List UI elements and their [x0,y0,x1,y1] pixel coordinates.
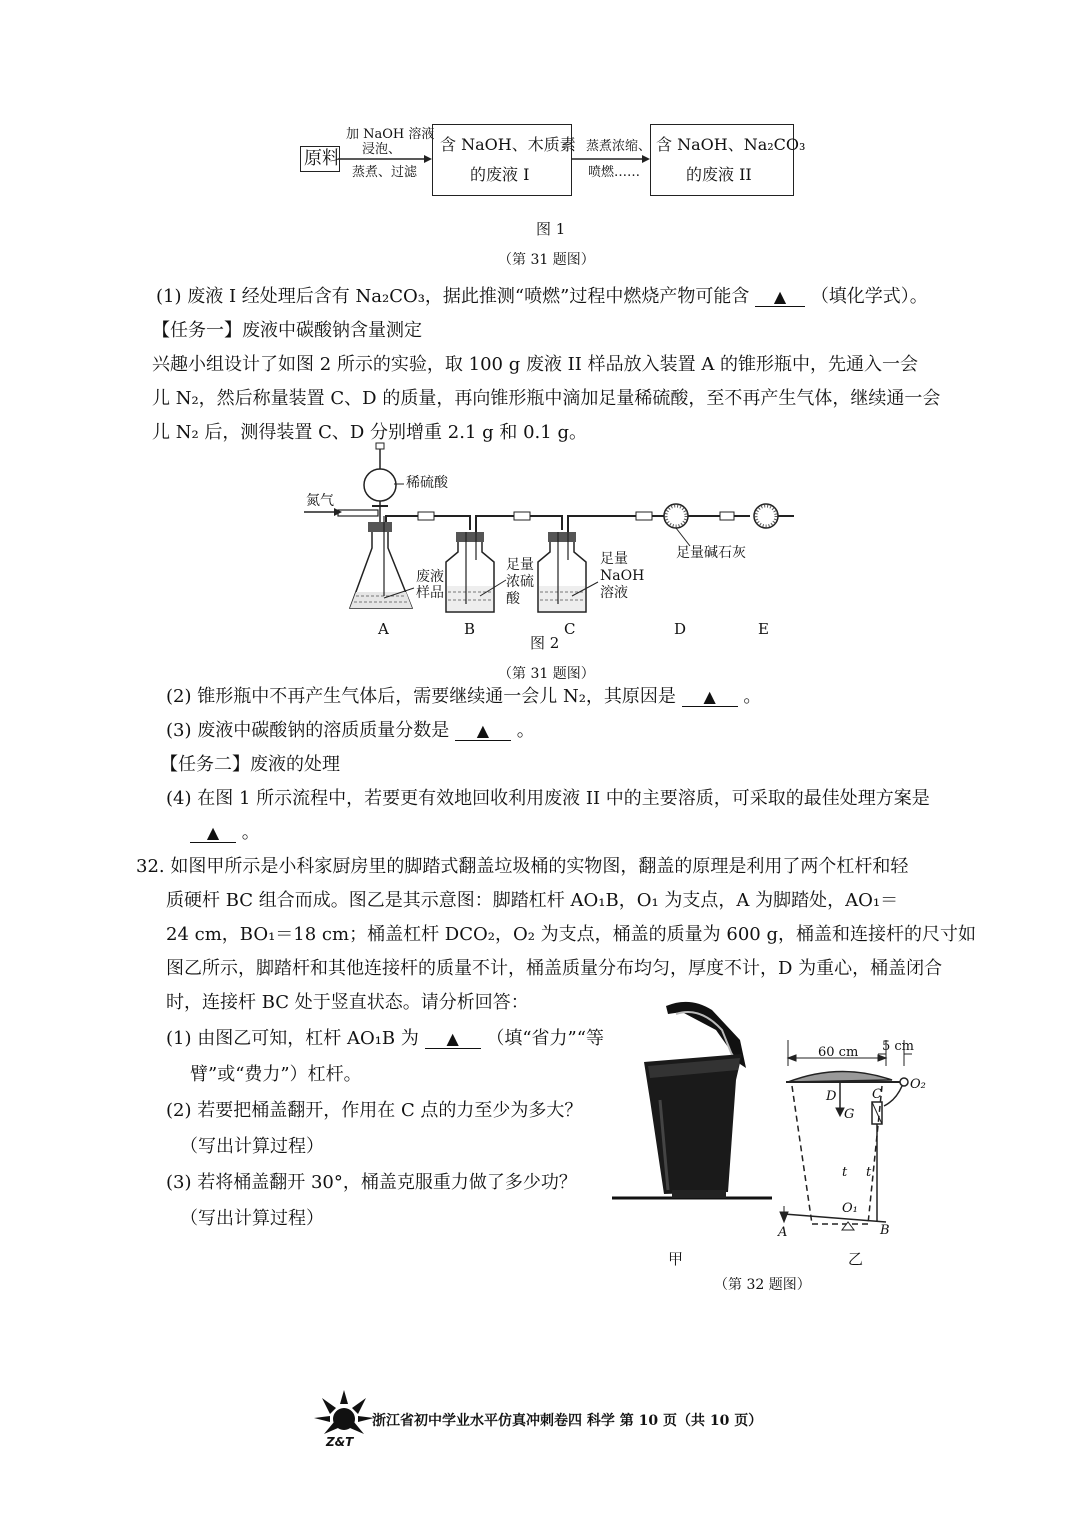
apparatus-label-a: A [378,620,389,638]
q31-part2-tail: 。 [743,686,762,707]
label-t2: t [866,1165,872,1180]
conc-acid-label-2: 浓硫 [506,574,534,590]
task1-heading: 【任务一】废液中碳酸钠含量测定 [152,320,422,341]
q31-intro-line3: 儿 N₂ 后，测得装置 C、D 分别增重 2.1 g 和 0.1 g。 [152,422,587,443]
answer-triangle: ▲ [773,287,787,306]
naoh-label-3: 溶液 [600,585,628,601]
apparatus-label-d: D [674,620,687,638]
label-o1: O₁ [842,1201,858,1216]
q32-line5: 时，连接杆 BC 处于竖直状态。请分析回答： [166,992,529,1013]
figure-2-caption: 图 2 [530,634,560,652]
q31-part1-tail: （填化学式）。 [810,286,928,307]
label-a: A [778,1225,788,1240]
q32-sub2-line2: （写出计算过程） [180,1136,324,1157]
logo-text: Z&T [326,1435,354,1448]
arrow1-bottom-label: 蒸煮、过滤 [352,165,418,180]
q32-line1: 32. 如图甲所示是小科家厨房里的脚踏式翻盖垃圾桶的实物图，翻盖的原理是利用了两个杠杆和轻 [136,856,909,877]
arrow1-top-label-b: 浸泡、 [362,142,402,157]
arrow1-top-label-a: 加 NaOH 溶液 [346,127,435,142]
box2-line1: 含 NaOH、Na₂CO₃ [656,135,806,154]
label-b: B [880,1223,890,1238]
answer-triangle: ▲ [703,687,716,706]
box1-line1: 含 NaOH、木质素 [440,135,576,154]
arrow2-bottom-label: 喷燃…… [588,165,641,180]
q32-sub1-tail: （填“省力”“等 [486,1028,604,1049]
q31-part4-tail: 。 [241,822,260,843]
dim-60cm: 60 cm [818,1045,859,1060]
box1-line2: 的废液 I [470,165,530,184]
answer-triangle: ▲ [476,721,490,740]
naoh-label-1: 足量 [600,551,628,567]
acid-label: 稀硫酸 [406,475,448,491]
q31-part3-tail: 。 [516,720,535,741]
trash-can-photo [612,1002,772,1198]
task2-heading: 【任务二】废液的处理 [160,754,340,775]
figure-3-source: （第 32 题图） [714,1277,811,1293]
raw-material-label: 原料 [304,148,340,169]
conc-acid-label-1: 足量 [506,557,534,573]
box2-line2: 的废液 II [686,165,752,184]
apparatus-label-b: B [464,620,476,638]
answer-triangle: ▲ [446,1029,459,1048]
arrow2-top-label: 蒸煮浓缩、 [586,139,652,154]
q31-intro-line1: 兴趣小组设计了如图 2 所示的实验，取 100 g 废液 II 样品放入装置 A 的锥形瓶中，先通入一会 [152,354,919,375]
apparatus-label-e: E [758,620,769,638]
label-c: C [872,1087,882,1102]
label-o2: O₂ [910,1077,926,1092]
q31-part1-text: (1) 废液 I 经处理后含有 Na₂CO₃，据此推测“喷燃”过程中燃烧产物可能含 [156,286,750,307]
q31-part2-text: (2) 锥形瓶中不再产生气体后，需要继续通一会儿 N₂，其原因是 [166,686,676,707]
figure-1-caption: 图 1 [536,220,566,238]
photo-caption-jia: 甲 [668,1250,684,1268]
footer-text: 浙江省初中学业水平仿真冲刺卷四 科学 第 10 页（共 10 页） [372,1413,763,1429]
nitrogen-label: 氮气 [306,493,334,509]
q31-intro-line2: 儿 N₂，然后称量装置 C、D 的质量，再向锥形瓶中滴加足量稀硫酸，至不再产生气体，继续通一会 [152,388,941,409]
label-g: G [844,1107,855,1122]
label-d: D [826,1089,837,1104]
q32-sub3-line1: (3) 若将桶盖翻开 30°，桶盖克服重力做了多少功？ [166,1172,577,1193]
q32-sub1-line2: 臂”或“费力”）杠杆。 [190,1064,362,1085]
apparatus-label-c: C [564,620,576,638]
naoh-label-2: NaOH [600,568,645,584]
sample-label-2: 样品 [416,585,444,601]
q32-sub3-line2: （写出计算过程） [180,1208,324,1229]
figure-2-source: （第 31 题图） [498,666,595,682]
q32-line4: 图乙所示，脚踏杆和其他连接杆的质量不计，桶盖质量分布均匀，厚度不计，D 为重心，桶盖闭合 [166,958,943,979]
answer-triangle: ▲ [206,823,220,842]
q32-sub2-line1: (2) 若要把桶盖翻开，作用在 C 点的力至少为多大？ [166,1100,583,1121]
figure-1-source: （第 31 题图） [498,252,595,268]
schematic-caption-yi: 乙 [848,1250,864,1268]
q31-part3-text: (3) 废液中碳酸钠的溶质质量分数是 [166,720,450,741]
q32-sub1-text: (1) 由图乙可知，杠杆 AO₁B 为 [166,1028,419,1049]
q32-line3: 24 cm，BO₁＝18 cm；桶盖杠杆 DCO₂，O₂ 为支点，桶盖的质量为 600 g，桶盖和连接杆的尺寸如 [166,924,976,945]
dim-5cm: 5 cm [882,1039,915,1054]
q31-part4-line1: (4) 在图 1 所示流程中，若要更有效地回收利用废液 II 中的主要溶质，可采取的最佳处理方案是 [166,788,930,809]
q32-line2: 质硬杆 BC 组合而成。图乙是其示意图：脚踏杠杆 AO₁B，O₁ 为支点，A 为脚踏处，AO₁＝ [166,890,899,911]
soda-lime-label: 足量碱石灰 [676,545,746,561]
sample-label-1: 废液 [416,569,444,585]
conc-acid-label-3: 酸 [506,591,520,607]
label-t1: t [842,1165,848,1180]
